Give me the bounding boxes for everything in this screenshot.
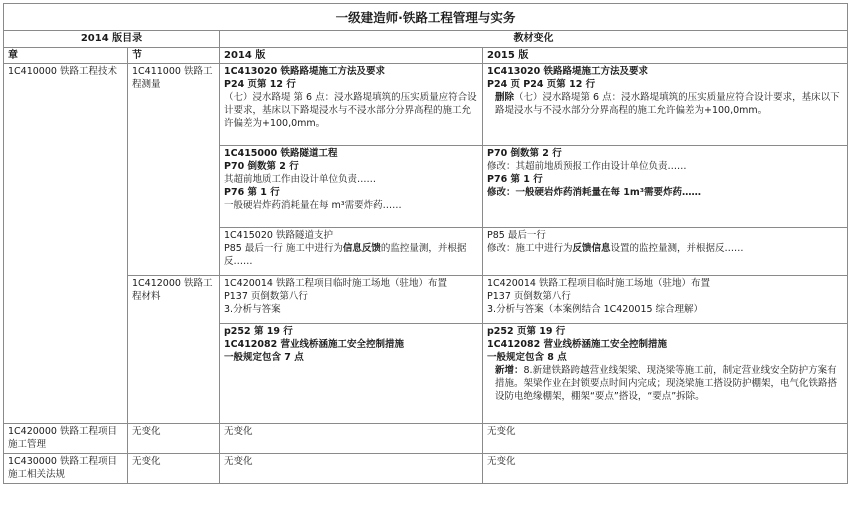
chapter-header: 章: [4, 48, 128, 64]
page-ref: P70 倒数第 2 行: [487, 148, 562, 159]
item-text: 一般规定包含 8 点: [487, 352, 567, 363]
v2015-cell: [483, 64, 848, 146]
item-code: 1C420014 铁路工程项目临时施工场地（驻地）布置: [224, 278, 447, 289]
highlight-text: 反馈信息: [572, 243, 611, 254]
section-cell: 无变化: [128, 424, 220, 454]
item-text: 8.新建铁路跨越营业线架梁、现浇梁等施工前，制定营业线安全防护方案有措施。架梁作业在封锁要点时间内完成；现浇梁施工搭设防护棚架，电气化铁路搭设防电绝缘棚架，棚架“要点”搭设，“要点”拆除。: [495, 365, 838, 402]
v2015-header: 2015 版: [483, 48, 848, 64]
item-text: 修改：其超前地质预报工作由设计单位负责……: [487, 161, 687, 172]
table-row: [4, 276, 848, 324]
v2014-cell: [220, 146, 483, 228]
section-cell: 1C412000 铁路工程材料: [128, 276, 220, 424]
section-cell: 无变化: [128, 454, 220, 484]
v2015-cell: 无变化: [483, 454, 848, 484]
v2014-cell: [220, 64, 483, 146]
item-text: 设置的监控量测，并根据反……: [610, 243, 744, 254]
page-ref: P76 第 1 行: [487, 174, 543, 185]
page-ref: P70 倒数第 2 行: [224, 161, 299, 172]
page-ref: P85 最后一行: [487, 230, 546, 241]
highlight-text: 信息反馈: [342, 243, 381, 254]
v2014-cell: [220, 228, 483, 276]
add-tag: 新增：: [495, 365, 524, 376]
table-row: [4, 454, 848, 484]
item-text: （七）浸水路堤 第 6 点：浸水路堤填筑的压实质量应符合设计要求，基床以下路堤浸水与不浸水部分分界高程的施工允许偏差为+100,0mm。: [224, 92, 477, 129]
item-text: 一般规定包含 7 点: [224, 352, 304, 363]
page-ref: P24 页 P24 页第 12 行: [487, 79, 596, 90]
section-header: 节: [128, 48, 220, 64]
v2014-cell: 无变化: [220, 424, 483, 454]
item-text: 3.分析与答案（本案例结合 1C420015 综合理解）: [487, 304, 704, 315]
item-text: P85 最后一行 施工中进行为: [224, 243, 343, 254]
item-title: 1C413020 铁路路堤施工方法及要求: [487, 66, 649, 77]
page-title: 一级建造师·铁路工程管理与实务: [4, 4, 848, 31]
item-title: 1C415000 铁路隧道工程: [224, 148, 338, 159]
item-text: 修改：一般硬岩炸药消耗量在每 1m³需要炸药……: [487, 187, 701, 198]
page-ref: P24 页第 12 行: [224, 79, 296, 90]
item-title: 1C413020 铁路路堤施工方法及要求: [224, 66, 386, 77]
item-code: 1C420014 铁路工程项目临时施工场地（驻地）布置: [487, 278, 710, 289]
table-row: [4, 424, 848, 454]
v2014-cell: 无变化: [220, 454, 483, 484]
document: [3, 3, 847, 484]
v2015-cell: [483, 146, 848, 228]
section-cell: 1C411000 铁路工程测量: [128, 64, 220, 276]
v2014-cell: [220, 276, 483, 324]
page-ref: P137 页倒数第八行: [224, 291, 308, 302]
v2015-cell: 无变化: [483, 424, 848, 454]
page-ref: p252 第 19 行: [224, 326, 293, 337]
change-table: [3, 3, 848, 484]
v2015-cell: [483, 324, 848, 424]
catalog-header: 2014 版目录: [4, 31, 220, 48]
v2014-cell: [220, 324, 483, 424]
page-ref: p252 页第 19 行: [487, 326, 566, 337]
changes-header: 教材变化: [220, 31, 848, 48]
item-text: 修改：施工中进行为: [487, 243, 573, 254]
page-ref: P76 第 1 行: [224, 187, 280, 198]
chapter-cell: 1C420000 铁路工程项目施工管理: [4, 424, 128, 454]
table-row: [4, 64, 848, 146]
item-text: 一般硬岩炸药消耗量在每 m³需要炸药……: [224, 200, 402, 211]
item-text: 其超前地质工作由设计单位负责……: [224, 174, 377, 185]
v2015-cell: [483, 228, 848, 276]
item-text: （七）浸水路堤第 6 点：浸水路堤填筑的压实质量应符合设计要求，基床以下路堤浸水与不浸水部分分界高程的施工允许偏差为+100,0mm。: [495, 92, 840, 116]
item-text: 的监控量测，并根据反……: [224, 243, 467, 267]
page-ref: P137 页倒数第八行: [487, 291, 571, 302]
item-text: 3.分析与答案: [224, 304, 281, 315]
item-title: 1C412082 营业线桥涵施工安全控制措施: [224, 339, 405, 350]
delete-tag: 删除: [495, 92, 515, 103]
item-title: 1C412082 营业线桥涵施工安全控制措施: [487, 339, 668, 350]
v2015-cell: [483, 276, 848, 324]
v2014-header: 2014 版: [220, 48, 483, 64]
chapter-cell: 1C410000 铁路工程技术: [4, 64, 128, 424]
item-code: 1C415020 铁路隧道支护: [224, 230, 333, 241]
chapter-cell: 1C430000 铁路工程项目施工相关法规: [4, 454, 128, 484]
